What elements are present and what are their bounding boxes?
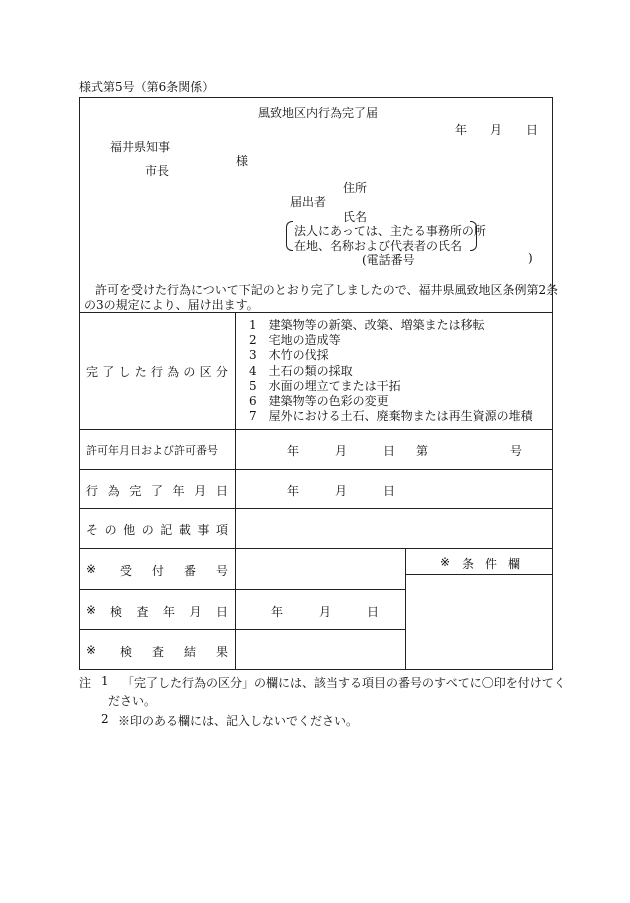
corp-note-bracket-left [286, 221, 293, 251]
divider-conditions-column [405, 548, 406, 670]
date-year: 年 [455, 123, 468, 137]
address-label: 住所 [343, 181, 368, 195]
name-label: 氏名 [343, 210, 368, 224]
applicant-label: 届出者 [290, 195, 327, 209]
divider-reception [79, 589, 405, 590]
note1-line2: ださい。 [108, 694, 157, 708]
act-category-label: 完 了 し た 行 為 の 区 分 [86, 365, 228, 379]
notes-prefix: 注 [79, 676, 92, 690]
divider-other [79, 548, 553, 549]
phone-close: ) [528, 251, 533, 265]
other-label: そ の 他 の 記 載 事 項 [86, 523, 228, 537]
note2-text: ※印のある欄には、記入しないでください。 [118, 714, 359, 728]
permit-month: 月 [335, 444, 348, 458]
inspection-date-mark: ※ [86, 603, 97, 617]
statement-line1: 許可を受けた行為について下記のとおり完了しましたので、福井県風致地区条例第2条 [95, 283, 559, 297]
divider-header [79, 312, 553, 313]
permit-dai: 第 [416, 444, 429, 458]
completion-day: 日 [383, 484, 396, 498]
inspection-month: 月 [319, 605, 332, 619]
date-month: 月 [490, 123, 503, 137]
permit-go: 号 [510, 444, 523, 458]
statement-line2: の3の規定により、届け出ます。 [84, 298, 259, 312]
inspection-day: 日 [367, 605, 380, 619]
inspection-result-label: 検 査 結 果 [120, 645, 228, 659]
corp-note-line2: 在地、名称および代表者の氏名 [294, 239, 463, 253]
reception-label: 受 付 番 号 [120, 564, 228, 578]
act-item: 5 水面の埋立てまたは干拓 [249, 378, 401, 393]
reception-mark: ※ [86, 562, 97, 576]
phone-label: (電話番号 [362, 253, 415, 267]
divider-inspection-date [79, 629, 405, 630]
note1-line1: 「完了した行為の区分」の欄には、該当する項目の番号のすべてに〇印を付けてく [122, 676, 566, 690]
inspection-date-label: 検 査 年 月 日 [110, 605, 228, 619]
divider-category [79, 429, 553, 430]
permit-day: 日 [383, 444, 396, 458]
addressee-mayor: 市長 [145, 164, 170, 178]
divider-completion [79, 508, 553, 509]
divider-permit [79, 469, 553, 470]
inspection-year: 年 [271, 605, 284, 619]
act-item: 2 宅地の造成等 [249, 333, 341, 348]
act-item: 7 屋外における土石、廃棄物または再生資源の堆積 [249, 409, 533, 424]
act-item: 1 建築物等の新築、改築、増築または移転 [249, 318, 485, 332]
addressee-governor: 福井県知事 [110, 140, 171, 154]
act-item: 6 建築物等の色彩の変更 [249, 394, 389, 409]
form-title: 風致地区内行為完了届 [258, 106, 379, 120]
completion-month: 月 [335, 484, 348, 498]
addressee-honorific: 様 [236, 154, 249, 168]
note2-number: 2 [101, 712, 109, 726]
inspection-result-mark: ※ [86, 643, 97, 657]
divider-conditions-header [405, 574, 553, 575]
completion-label: 行 為 完 了 年 月 日 [86, 484, 228, 498]
form-id: 様式第5号（第6条関係） [79, 80, 215, 94]
date-day: 日 [526, 123, 539, 137]
act-category-list [249, 318, 533, 424]
conditions-label: 条 件 欄 [462, 557, 520, 571]
permit-label: 許可年月日および許可番号 [86, 444, 218, 457]
act-item: 3 木竹の伐採 [249, 348, 329, 363]
divider-label-column [235, 312, 236, 670]
conditions-mark: ※ [440, 555, 451, 569]
permit-year: 年 [287, 444, 300, 458]
note1-number: 1 [101, 674, 109, 688]
act-item: 4 土石の類の採取 [249, 363, 353, 378]
corp-note-line1: 法人にあっては、主たる事務所の所 [294, 224, 486, 238]
completion-year: 年 [287, 484, 300, 498]
